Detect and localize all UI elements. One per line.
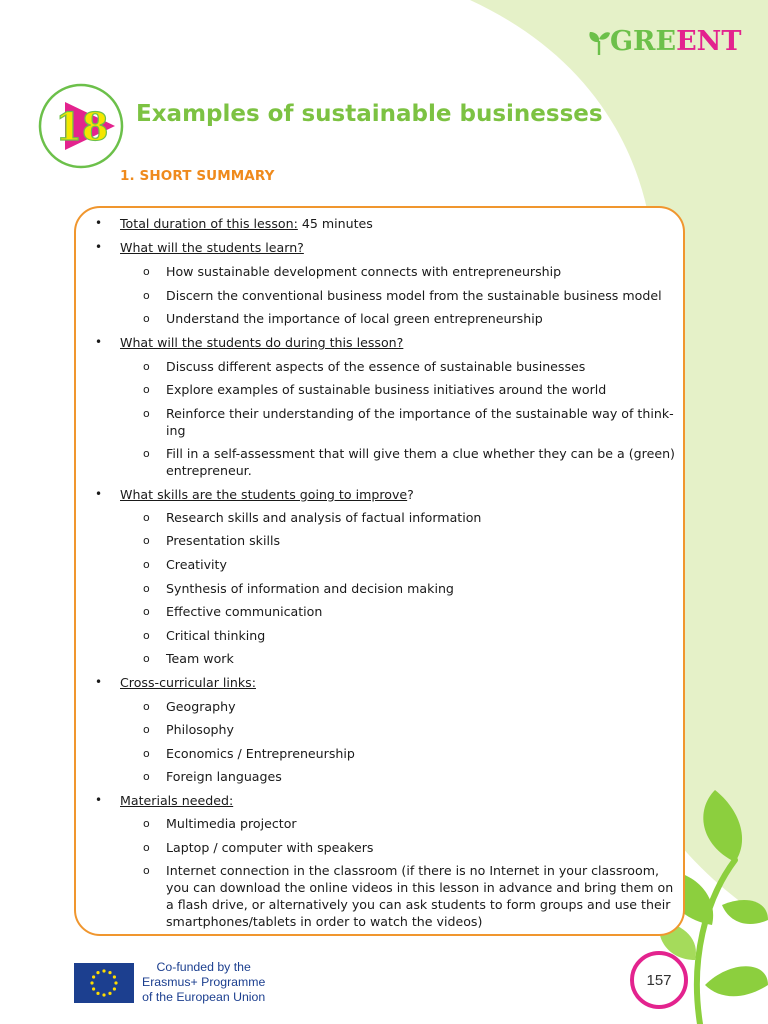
list-item: Team work — [166, 651, 234, 666]
skills-suffix: ? — [407, 487, 414, 502]
list-item: Multimedia projector — [166, 816, 297, 831]
list-item: Presentation skills — [166, 533, 281, 548]
sub-bullet: o — [143, 841, 150, 854]
sub-bullet: o — [143, 289, 150, 302]
sub-bullet: o — [143, 511, 150, 524]
sub-bullet: o — [143, 770, 150, 783]
do-label: What will the students do during this lesson? — [120, 335, 404, 350]
bullet: • — [95, 216, 103, 230]
eu-cofunding-text — [142, 960, 265, 1005]
chapter-number-badge — [37, 82, 129, 170]
list-item-continued: a flash drive, or alternatively you can ask students to form groups and use their — [166, 897, 671, 912]
eu-line: of the European Union — [142, 990, 266, 1004]
list-item-continued: ing — [166, 423, 186, 438]
bullet: • — [95, 335, 103, 349]
eu-line: Co-funded by the — [156, 960, 251, 974]
bullet: • — [95, 487, 103, 501]
sub-bullet: o — [143, 605, 150, 618]
sub-bullet: o — [143, 747, 150, 760]
duration-label: Total duration of this lesson: — [120, 216, 298, 231]
bullet: • — [95, 675, 103, 689]
list-item: Economics / Entrepreneurship — [166, 746, 355, 761]
list-item: Understand the importance of local green entrepreneurship — [166, 311, 543, 326]
list-item: Geography — [166, 699, 236, 714]
sub-bullet: o — [143, 265, 150, 278]
sub-bullet: o — [143, 723, 150, 736]
list-item: Internet connection in the classroom (if there is no Internet in your classroom, — [166, 863, 659, 878]
list-item: Foreign languages — [166, 769, 282, 784]
greent-logo — [588, 28, 741, 55]
duration-item — [120, 215, 373, 232]
learn-label: What will the students learn? — [120, 240, 304, 255]
list-item: Research skills and analysis of factual information — [166, 510, 482, 525]
sub-bullet: o — [143, 383, 150, 396]
sub-bullet: o — [143, 534, 150, 547]
sub-bullet: o — [143, 629, 150, 642]
list-item: How sustainable development connects with entrepreneurship — [166, 264, 562, 279]
page-title: Examples of sustainable businesses — [136, 101, 603, 127]
bullet: • — [95, 793, 103, 807]
materials-label: Materials needed: — [120, 793, 234, 808]
chapter-number: 18 — [55, 104, 109, 149]
list-item: Laptop / computer with speakers — [166, 840, 374, 855]
duration-value: 45 minutes — [301, 216, 373, 231]
skills-label: What skills are the students going to improve — [120, 487, 408, 502]
sub-bullet: o — [143, 817, 150, 830]
list-item: Philosophy — [166, 722, 234, 737]
sub-bullet: o — [143, 407, 150, 420]
sub-bullet: o — [143, 447, 150, 460]
list-item: Effective communication — [166, 604, 323, 619]
bullet: • — [95, 240, 103, 254]
list-item: Creativity — [166, 557, 227, 572]
logo-wordmark: GREENT — [610, 26, 742, 57]
skills-item — [120, 486, 414, 503]
list-item: Explore examples of sustainable business initiatives around the world — [166, 382, 607, 397]
list-item: Fill in a self-assessment that will give them a clue whether they can be a (green) — [166, 446, 675, 461]
eu-cofunding-notice — [74, 960, 265, 1005]
list-item: Reinforce their understanding of the importance of the sustainable way of think- — [166, 406, 674, 421]
sub-bullet: o — [143, 582, 150, 595]
sub-bullet: o — [143, 360, 150, 373]
sub-bullet: o — [143, 558, 150, 571]
eu-flag-icon — [74, 963, 134, 1003]
section-heading: 1. SHORT SUMMARY — [120, 168, 275, 184]
list-item-continued: you can download the online videos in this lesson in advance and bring them on — [166, 880, 674, 895]
sub-bullet: o — [143, 700, 150, 713]
list-item: Discuss different aspects of the essence of sustainable businesses — [166, 359, 586, 374]
leaf-sprout-icon — [588, 29, 610, 55]
list-item: Synthesis of information and decision making — [166, 581, 454, 596]
page-number: 157 — [630, 951, 688, 1009]
list-item: Discern the conventional business model from the sustainable business model — [166, 288, 662, 303]
links-label: Cross-curricular links: — [120, 675, 256, 690]
list-item: Critical thinking — [166, 628, 266, 643]
sub-bullet: o — [143, 312, 150, 325]
sub-bullet: o — [143, 652, 150, 665]
eu-line: Erasmus+ Programme — [142, 975, 266, 989]
list-item-continued: smartphones/tablets in order to watch the videos) — [166, 914, 483, 929]
list-item-continued: entrepreneur. — [166, 463, 252, 478]
sub-bullet: o — [143, 864, 150, 877]
